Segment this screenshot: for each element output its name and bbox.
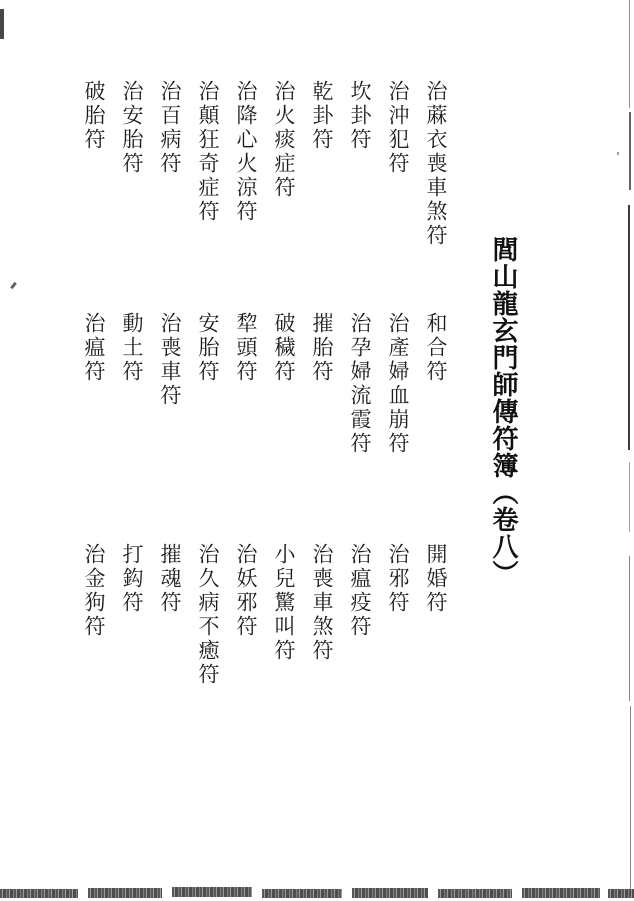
list-item: 治沖犯符 — [386, 80, 410, 176]
list-item: 治產婦血崩符 — [386, 312, 410, 456]
list-item: 破穢符 — [272, 312, 296, 384]
list-item: 治安胎符 — [120, 80, 144, 176]
list-item: 破胎符 — [82, 80, 106, 152]
list-item: 治火痰症符 — [272, 80, 296, 200]
list-item: 開婚符 — [424, 543, 448, 615]
scan-edge-line — [629, 0, 630, 108]
list-item: 治邪符 — [386, 543, 410, 615]
list-item: 治妖邪符 — [234, 543, 258, 639]
list-item: 小兒驚叫符 — [272, 543, 296, 663]
scan-bottom-band — [522, 888, 600, 898]
talisman-list-top — [75, 80, 455, 280]
list-item: 乾卦符 — [310, 80, 334, 152]
page-title: 閭山龍玄門師傳符簿（卷八） — [488, 236, 518, 587]
scan-speck — [10, 282, 17, 289]
scan-bottom-band — [608, 889, 634, 898]
list-item: 治孕婦流霞符 — [348, 312, 372, 456]
scan-edge-line — [629, 556, 630, 701]
scan-edge-line — [630, 706, 631, 896]
list-item: 治瘟符 — [82, 312, 106, 384]
talisman-list-middle — [75, 312, 455, 482]
list-item: 治降心火涼符 — [234, 80, 258, 224]
scan-bottom-band — [352, 888, 428, 898]
list-item: 摧魂符 — [158, 543, 182, 615]
list-item: 治百病符 — [158, 80, 182, 176]
list-item: 治瘟疫符 — [348, 543, 372, 639]
list-item: 摧胎符 — [310, 312, 334, 384]
list-item: 坎卦符 — [348, 80, 372, 152]
list-item: 治蔴衣喪車煞符 — [424, 80, 448, 248]
scan-bottom-band — [88, 888, 162, 898]
list-item: 治金狗符 — [82, 543, 106, 639]
list-item: 犂頭符 — [234, 312, 258, 384]
list-item: 治喪車符 — [158, 312, 182, 408]
list-item: 打鈎符 — [120, 543, 144, 615]
list-item: 動土符 — [120, 312, 144, 384]
scan-edge-mark — [0, 9, 4, 39]
scan-bottom-band — [172, 887, 252, 897]
scan-bottom-band — [262, 889, 342, 898]
talisman-list-bottom — [75, 543, 455, 713]
scan-bottom-band — [0, 889, 78, 898]
list-item: 治顛狂奇症符 — [196, 80, 220, 224]
scan-speck — [617, 152, 619, 155]
scan-edge-line — [629, 462, 630, 532]
scan-bottom-band — [438, 889, 512, 898]
scan-edge-line — [628, 205, 630, 450]
list-item: 安胎符 — [196, 312, 220, 384]
list-item: 治久病不癒符 — [196, 543, 220, 687]
scan-edge-line — [629, 112, 631, 190]
list-item: 治喪車煞符 — [310, 543, 334, 663]
list-item: 和合符 — [424, 312, 448, 384]
